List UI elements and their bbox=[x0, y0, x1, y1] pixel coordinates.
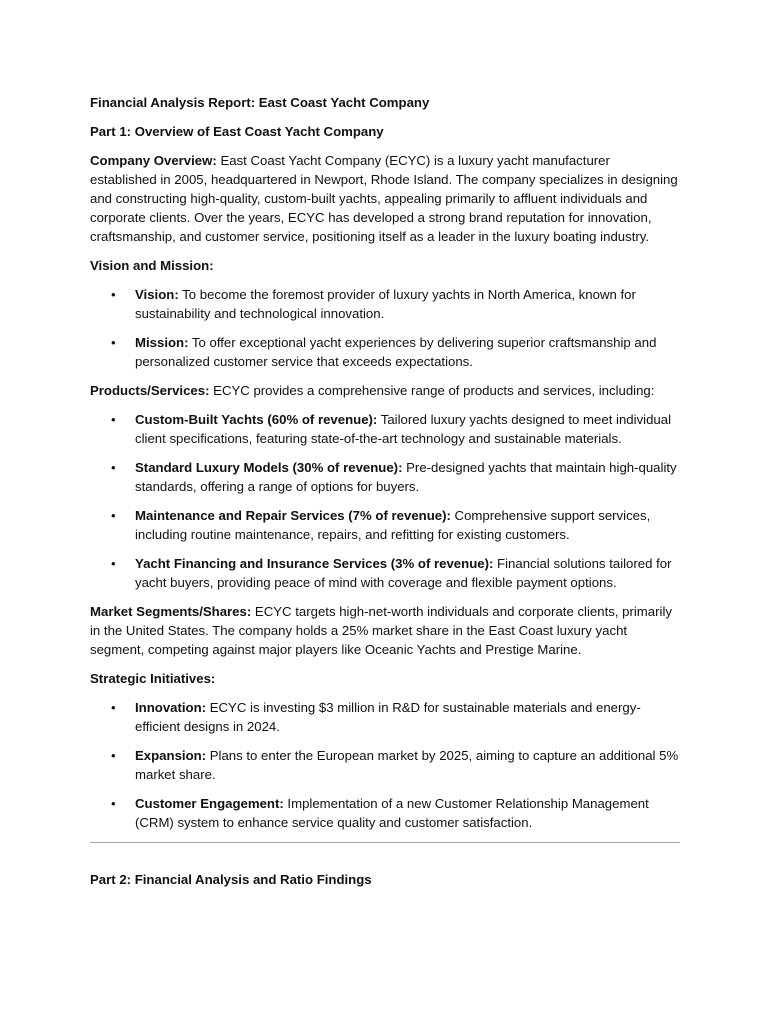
vision-mission-list bbox=[90, 285, 680, 371]
list-item-custom-built: • Custom-Built Yachts (60% of revenue): Tailored luxury yachts designed to meet individual client specifications, featuring state-of-the-art technology and sustainable materials. bbox=[111, 412, 672, 446]
horizontal-divider bbox=[90, 842, 680, 843]
document-page bbox=[90, 93, 680, 899]
market-paragraph: Market Segments/Shares: ECYC targets high-net-worth individuals and corporate clients, primarily in the United States. The company holds a 25% market share in the East Coast luxury yacht segment, competing against major players like Oceanic Yachts and Prestige Marine. bbox=[90, 604, 672, 657]
list-item-customer-engagement: • Customer Engagement: Implementation of a new Customer Relationship Management (CRM) system to enhance service quality and customer satisfaction. bbox=[111, 796, 649, 830]
bullet-icon: • bbox=[111, 335, 116, 350]
company-overview-paragraph bbox=[90, 151, 680, 246]
list-item-expansion: • Expansion: Plans to enter the European market by 2025, aiming to capture an additional 5% market share. bbox=[111, 748, 679, 782]
vision-mission-heading: Vision and Mission: bbox=[90, 258, 214, 273]
bullet-icon: • bbox=[111, 748, 116, 763]
list-item-maintenance: • Maintenance and Repair Services (7% of revenue): Comprehensive support services, including routine maintenance, repairs, and refitting for existing customers. bbox=[111, 508, 651, 542]
strategic-list bbox=[90, 698, 680, 832]
bullet-icon: • bbox=[111, 796, 116, 811]
list-item-standard-models: • Standard Luxury Models (30% of revenue): Pre-designed yachts that maintain high-quality standards, offering a range of options for buyers. bbox=[111, 460, 677, 494]
products-paragraph: Products/Services: ECYC provides a comprehensive range of products and services, including: bbox=[90, 383, 655, 398]
list-item-financing: • Yacht Financing and Insurance Services (3% of revenue): Financial solutions tailored for yacht buyers, providing peace of mind with coverage and flexible payment options. bbox=[111, 556, 672, 590]
list-item-innovation: • Innovation: ECYC is investing $3 million in R&D for sustainable materials and energy-efficient designs in 2024. bbox=[111, 700, 641, 734]
bullet-icon: • bbox=[111, 412, 116, 427]
company-overview-text: East Coast Yacht Company (ECYC) is a luxury yacht manufacturer established in 2005, headquartered in Newport, Rhode Island. The company specializes in designing and constructing high-quality, custom-built yachts, appealing primarily to affluent individuals and corporate clients. Over the years, ECYC has developed a strong brand reputation for innovation, craftsmanship, and customer service, positioning itself as a leader in the luxury boating industry. bbox=[90, 153, 678, 244]
market-label: Market Segments/Shares: bbox=[90, 604, 252, 619]
bullet-icon: • bbox=[111, 556, 116, 571]
list-item-vision: • Vision: To become the foremost provider of luxury yachts in North America, known for sustainability and technological innovation. bbox=[111, 287, 636, 321]
part2-heading: Part 2: Financial Analysis and Ratio Findings bbox=[90, 872, 372, 887]
bullet-icon: • bbox=[111, 508, 116, 523]
report-title: Financial Analysis Report: East Coast Yacht Company bbox=[90, 95, 430, 110]
products-label: Products/Services: bbox=[90, 383, 210, 398]
products-list bbox=[90, 410, 680, 592]
company-overview-label: Company Overview: bbox=[90, 153, 217, 168]
list-item-mission: • Mission: To offer exceptional yacht experiences by delivering superior craftsmanship and personalized customer service that exceeds expectations. bbox=[111, 335, 657, 369]
strategic-heading: Strategic Initiatives: bbox=[90, 671, 216, 686]
bullet-icon: • bbox=[111, 700, 116, 715]
bullet-icon: • bbox=[111, 460, 116, 475]
part1-heading: Part 1: Overview of East Coast Yacht Company bbox=[90, 124, 384, 139]
bullet-icon: • bbox=[111, 287, 116, 302]
